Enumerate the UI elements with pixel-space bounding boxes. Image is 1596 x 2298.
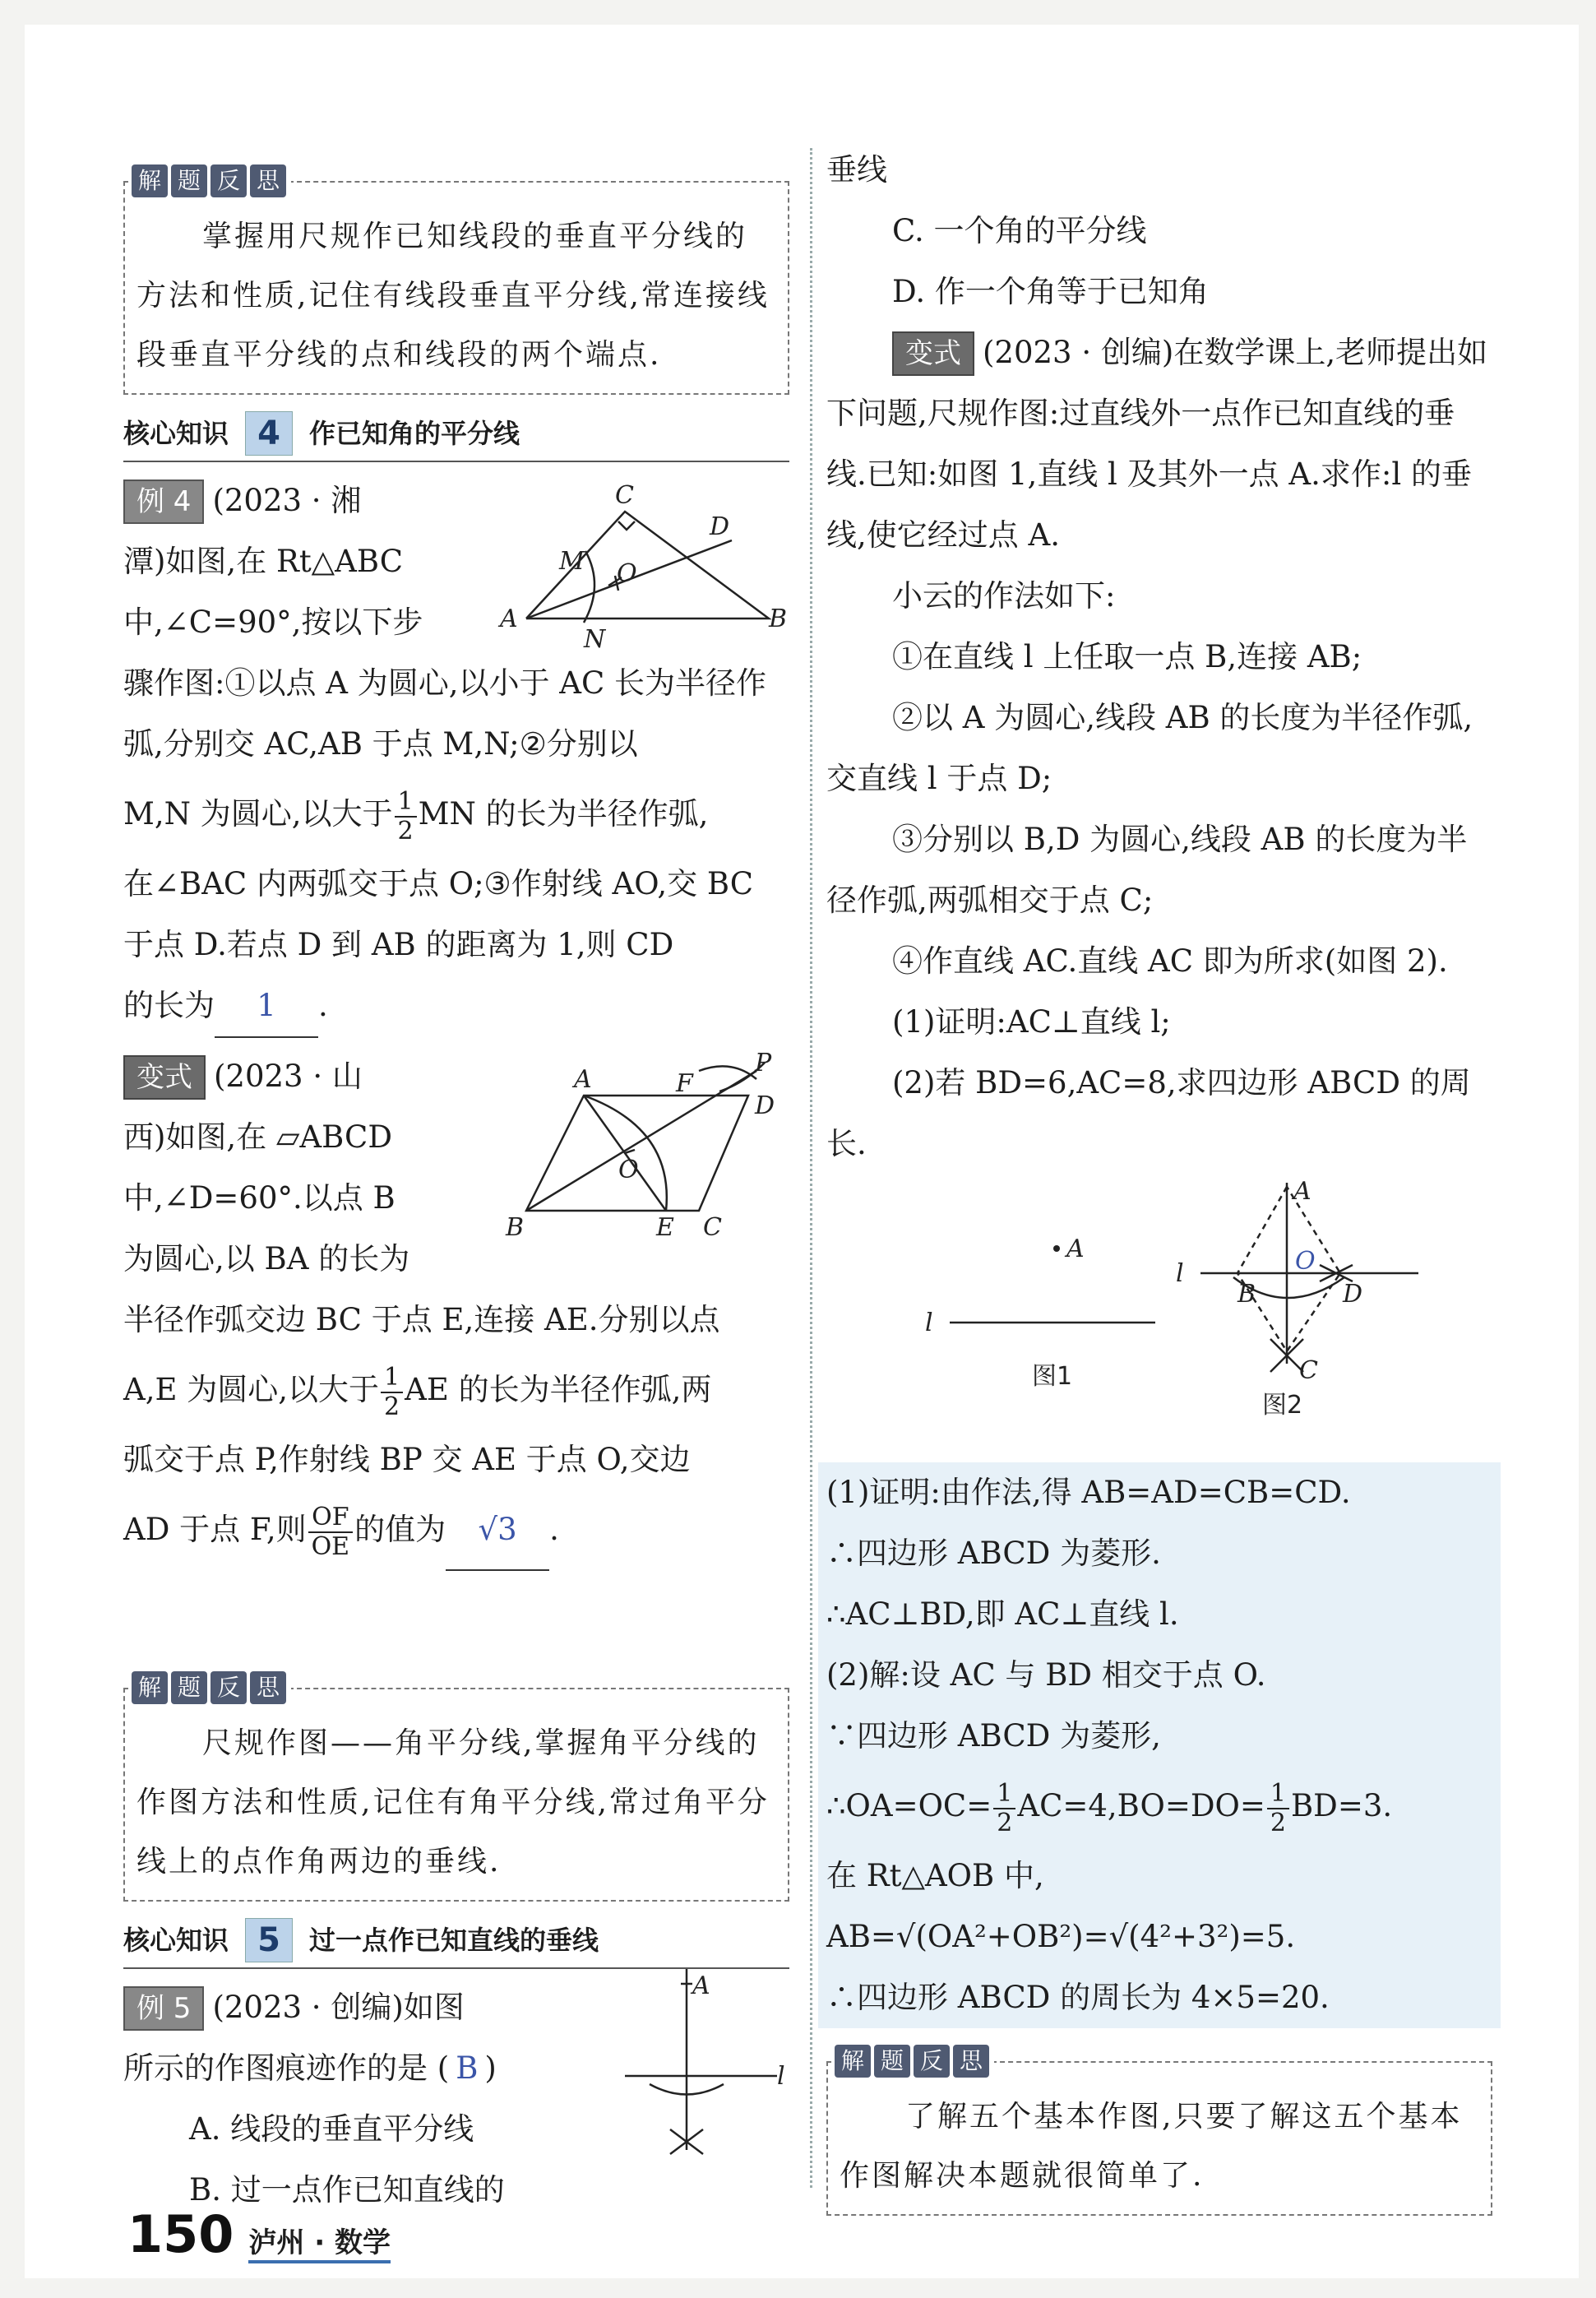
left-column xyxy=(123,132,789,2224)
solution-line: ∴AC⊥BD,即 AC⊥直线 l. xyxy=(826,1596,1179,1632)
label-l: l xyxy=(925,1309,933,1337)
right-column xyxy=(826,140,1492,2232)
label-b: B xyxy=(769,605,788,633)
option-c: C. 一个角的平分线 xyxy=(892,213,1147,248)
variant-tag: 变式 xyxy=(123,1055,206,1100)
reflection-tab xyxy=(132,164,291,197)
text-line: ③分别以 B,D 为圆心,线段 AB 的长度为半径作弧,两弧相交于点 C; xyxy=(826,822,1468,918)
core-title: 过一点作已知直线的垂线 xyxy=(309,1925,599,1956)
tab-char: 解 xyxy=(132,1671,168,1704)
solution-line: AB=√(OA²+OB²)=√(4²+3²)=5. xyxy=(826,1919,1296,1954)
text-line: 半径作弧交边 BC 于点 E,连接 AE.分别以点 xyxy=(123,1302,720,1337)
reflection-tab xyxy=(835,2045,994,2078)
reflection-text: 尺规作图——角平分线,掌握角平分线的作图方法和性质,记住有角平分线,常过角平分线上的点作角两边的垂线. xyxy=(136,1726,770,1879)
label-b: B xyxy=(506,1213,525,1242)
reflection-text: 掌握用尺规作已知线段的垂直平分线的方法和性质,记住有线段垂直平分线,常连接线段垂直平分线的点和线段的两个端点. xyxy=(136,220,770,372)
solution-line: (1)证明:由作法,得 AB=AD=CB=CD. xyxy=(826,1475,1351,1510)
text-line: AE 的长为半径作弧,两 xyxy=(405,1372,712,1407)
text-line: 潭)如图,在 Rt△ABC xyxy=(123,544,404,579)
text-line: (2023 · 山 xyxy=(214,1059,363,1094)
core-number: 4 xyxy=(245,411,293,456)
tab-char: 反 xyxy=(210,1671,247,1704)
parallelogram-figure xyxy=(493,1046,789,1252)
text-line: 垂线 xyxy=(826,152,887,188)
text-line: MN 的长为半径作弧, xyxy=(418,796,709,832)
core-number: 5 xyxy=(245,1918,293,1962)
text-line: AD 于点 F,则 xyxy=(123,1512,307,1547)
core-title: 作已知角的平分线 xyxy=(309,418,520,449)
text-line: 的长为 xyxy=(123,988,215,1023)
solution-line: (2)解:设 AC 与 BD 相交于点 O. xyxy=(826,1657,1266,1693)
column-divider xyxy=(810,148,812,2188)
figures-row xyxy=(826,1174,1492,1454)
label-d: D xyxy=(1343,1280,1363,1309)
figure-2 xyxy=(1155,1174,1435,1421)
core-label: 核心知识 xyxy=(123,418,229,449)
tab-char: 反 xyxy=(914,2045,950,2078)
label-a: A xyxy=(692,1971,710,2000)
label-f: F xyxy=(676,1069,693,1098)
core-label: 核心知识 xyxy=(123,1925,229,1956)
label-e: E xyxy=(656,1213,674,1242)
label-c: C xyxy=(703,1213,722,1242)
reflection-box-1 xyxy=(123,167,789,395)
text-line: 中,∠C=90°,按以下步 xyxy=(123,605,423,640)
text-line: 中,∠D=60°.以点 B xyxy=(123,1180,396,1216)
tab-char: 思 xyxy=(953,2045,989,2078)
label-b: B xyxy=(1237,1280,1256,1309)
label-m: M xyxy=(559,547,585,576)
figure-2-caption: 图2 xyxy=(1262,1391,1303,1420)
label-a: A xyxy=(1066,1235,1085,1263)
example-tag: 例 4 xyxy=(123,480,204,524)
question-2: (2)若 BD=6,AC=8,求四边形 ABCD 的周长. xyxy=(826,1065,1471,1161)
text-line: 骤作图:①以点 A 为圆心,以小于 AC 长为半径作弧,分别交 AC,AB 于点 M,N;②分别以 xyxy=(123,665,767,762)
solution-line: ∴OA=OC= xyxy=(826,1788,992,1823)
text-line: 的值为 xyxy=(354,1512,446,1547)
text-line: (2023 · 创编)在数学课上,老师提出如下问题,尺规作图:过直线外一点作已知直线的垂线.已知:如图 1,直线 l 及其外一点 A.求作:l 的垂线,使它经过点 A. xyxy=(826,335,1488,553)
answer-choice: B xyxy=(456,2050,479,2086)
perpendicular-figure xyxy=(608,1969,789,2166)
fraction: $\frac{OF}{OE}$ xyxy=(308,1503,354,1561)
series-title: 泸州 · 数学 xyxy=(248,2220,391,2263)
label-a: A xyxy=(574,1065,592,1094)
solution-line: AC=4,BO=DO= xyxy=(1017,1788,1265,1823)
text-line: ②以 A 为圆心,线段 AB 的长度为半径作弧,交直线 l 于点 D; xyxy=(826,700,1473,796)
text-line: 弧交于点 P,作射线 BP 交 AE 于点 O,交边 xyxy=(123,1442,691,1477)
fraction: $\frac{1}{2}$ xyxy=(381,1364,403,1421)
solution xyxy=(818,1462,1501,2028)
tab-char: 题 xyxy=(171,1671,207,1704)
text-line: 小云的作法如下: xyxy=(892,578,1116,614)
tab-char: 解 xyxy=(835,2045,871,2078)
label-p: P xyxy=(755,1049,772,1077)
example-4: 例 4 (2023 · 湘 潭)如图,在 Rt△ABC 中,∠C=90°,按以下步 骤作图:①以点 A 为圆心,以小于 AC 长为半径作弧,分别交 AC,AB 于点 M,N;②分别以 M,N 为圆心,以大于 $\frac{1}{2}$ MN 的长为半径作弧, 在∠BAC 内两弧交于点 O;③作射线 AO,交 BC 于点 D.若点 D 到 AB 的距离为 1,则 CD 的长为 1 . C D M O A N B xyxy=(123,470,789,1046)
core-knowledge-4 xyxy=(123,411,789,462)
label-n: N xyxy=(584,625,606,654)
option-d: D. 作一个角等于已知角 xyxy=(892,274,1209,309)
label-o: O xyxy=(618,1156,639,1184)
fraction: $\frac{1}{2}$ xyxy=(395,788,417,846)
figure-1 xyxy=(909,1207,1188,1421)
option-b: B. 过一点作已知直线的 xyxy=(189,2172,505,2208)
label-o: O xyxy=(1295,1247,1316,1276)
text-line: ④作直线 AC.直线 AC 即为所求(如图 2). xyxy=(892,943,1448,979)
tab-char: 解 xyxy=(132,164,168,197)
solution-line: ∴四边形 ABCD 为菱形. xyxy=(826,1536,1161,1571)
text-line: 为圆心,以 BA 的长为 xyxy=(123,1241,410,1276)
text-line: A,E 为圆心,以大于 xyxy=(123,1372,380,1407)
solution-line: BD=3. xyxy=(1290,1788,1393,1823)
text-line: ①在直线 l 上任取一点 B,连接 AB; xyxy=(892,639,1362,674)
text-line: 在∠BAC 内两弧交于点 O;③作射线 AO,交 BC 于点 D.若点 D 到 AB 的距离为 1,则 CD xyxy=(123,866,754,962)
label-o: O xyxy=(617,559,637,588)
label-c: C xyxy=(615,481,634,510)
text-line: (2023 · 湘 xyxy=(212,483,362,518)
fraction: $\frac{1}{2}$ xyxy=(993,1780,1015,1837)
page-footer xyxy=(127,2204,391,2264)
fraction: $\frac{1}{2}$ xyxy=(1267,1780,1289,1837)
figure-1-caption: 图1 xyxy=(1032,1362,1073,1391)
answer-blank: √3 xyxy=(446,1490,549,1571)
label-a: A xyxy=(500,605,518,633)
reflection-text: 了解五个基本作图,只要了解这五个基本作图解决本题就很简单了. xyxy=(840,2100,1463,2193)
tab-char: 反 xyxy=(210,164,247,197)
solution-line: ∴四边形 ABCD 的周长为 4×5=20. xyxy=(826,1980,1330,2015)
variant-tag: 变式 xyxy=(892,331,974,376)
label-d: D xyxy=(755,1091,775,1120)
tab-char: 题 xyxy=(874,2045,910,2078)
solution-line: 在 Rt△AOB 中, xyxy=(826,1858,1044,1893)
reflection-tab xyxy=(132,1671,291,1704)
text-line: M,N 为圆心,以大于 xyxy=(123,796,393,832)
text-line: (2023 · 创编)如图 xyxy=(212,1990,465,2025)
text-line: 西)如图,在 ▱ABCD xyxy=(123,1119,392,1155)
reflection-box-3 xyxy=(826,2047,1492,2216)
variant-4: 变式 (2023 · 山 西)如图,在 ▱ABCD 中,∠D=60°.以点 B 为圆心,以 BA 的长为 半径作弧交边 BC 于点 E,连接 AE.分别以点 A,E 为圆心,以大于 $\frac{1}{2}$ AE 的长为半径作弧,两 弧交于点 P,作射线 BP 交 AE 于点 O,交边 AD 于点 F,则 $\frac{OF}{OE}$ 的值为 √3 . P A F D O B E C xyxy=(123,1046,789,1655)
example-5: 例 5 (2023 · 创编)如图 所示的作图痕迹作的是 ( B ) A. 线段的垂直平分线 B. 过一点作已知直线的 A l xyxy=(123,1977,789,2224)
label-d: D xyxy=(710,512,730,541)
tab-char: 题 xyxy=(171,164,207,197)
label-l: l xyxy=(1176,1259,1184,1288)
question-1: (1)证明:AC⊥直线 l; xyxy=(892,1004,1171,1040)
reflection-box-2 xyxy=(123,1674,789,1902)
option-a: A. 线段的垂直平分线 xyxy=(189,2111,474,2147)
label-c: C xyxy=(1299,1356,1318,1385)
tab-char: 思 xyxy=(250,164,286,197)
triangle-figure xyxy=(493,479,789,660)
text-line: 所示的作图痕迹作的是 xyxy=(123,2050,428,2086)
example-tag: 例 5 xyxy=(123,1986,204,2031)
solution-line: ∵四边形 ABCD 为菱形, xyxy=(826,1718,1161,1754)
tab-char: 思 xyxy=(250,1671,286,1704)
core-knowledge-5 xyxy=(123,1918,789,1969)
label-a: A xyxy=(1293,1177,1311,1206)
variant-5 xyxy=(826,322,1492,1454)
answer-blank: 1 xyxy=(215,975,318,1038)
label-l: l xyxy=(777,2062,785,2091)
page-number: 150 xyxy=(127,2204,234,2264)
